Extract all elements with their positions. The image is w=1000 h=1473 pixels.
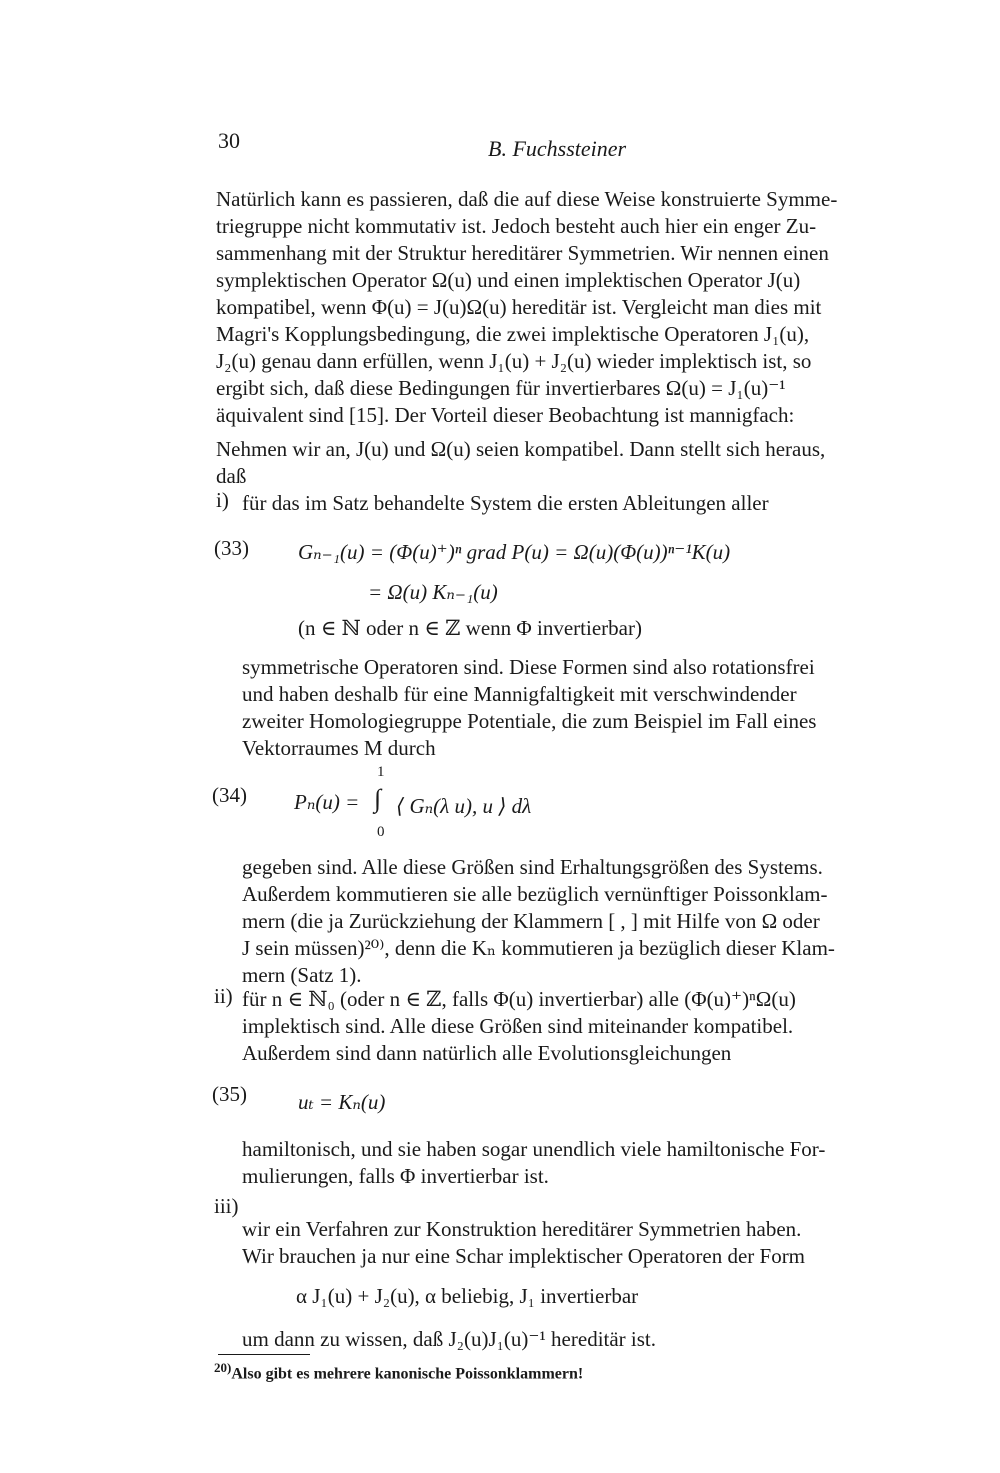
item-i-label: i) [216,488,229,512]
equation-33-line1: Gₙ₋₁(u) = (Φ(u)⁺)ⁿ grad P(u) = Ω(u)(Φ(u))ⁿ⁻¹K(u) [298,540,731,564]
equation-35-label: (35) [212,1082,247,1106]
integral-lower-limit: 0 [377,824,385,840]
text-line: mulierungen, falls Φ invertierbar ist. [242,1164,549,1188]
text-line: implektisch sind. Alle diese Größen sind miteinander kompatibel. [242,1014,794,1038]
text-line: triegruppe nicht kommutativ ist. Jedoch besteht auch hier ein enger Zu- [216,214,817,238]
text-line: Außerdem sind dann natürlich alle Evolutionsgleichungen [242,1041,732,1065]
text-line: J₂(u) genau dann erfüllen, wenn J₁(u) + J₂(u) wieder implektisch ist, so [216,349,812,373]
text-line: um dann zu wissen, daß J₂(u)J₁(u)⁻¹ hereditär ist. [242,1327,657,1351]
text-line: symplektischen Operator Ω(u) und einen implektischen Operator J(u) [216,268,801,292]
equation-34-lhs: Pₙ(u) = [294,790,360,814]
after-equation-33-paragraph [242,654,912,762]
footnote [214,1360,583,1383]
text-line: mern (die ja Zurückziehung der Klammern [ , ] mit Hilfe von Ω oder [242,909,820,933]
after-equation-35-paragraph [242,1136,912,1190]
text-line: ergibt sich, daß diese Bedingungen für invertierbares Ω(u) = J₁(u)⁻¹ [216,376,786,400]
item-ii-label: ii) [214,984,233,1008]
assumption-paragraph [216,436,912,490]
text-line: wir ein Verfahren zur Konstruktion hereditärer Symmetrien haben. [242,1217,802,1241]
text-line: daß [216,464,247,488]
equation-34-integrand: ⟨ Gₙ(λ u), u ⟩ dλ [396,794,532,818]
text-line: J sein müssen)²⁰⁾, denn die Kₙ kommutieren ja bezüglich dieser Klam- [242,936,835,960]
item-iii-paragraph [242,1216,912,1270]
intro-paragraph [216,186,912,429]
item-iii-label: iii) [214,1194,239,1218]
text-line: hamiltonisch, und sie haben sogar unendlich viele hamiltonische For- [242,1137,826,1161]
text-line: symmetrische Operatoren sind. Diese Formen sind also rotationsfrei [242,655,815,679]
text-line: Vektorraumes M durch [242,736,436,760]
item-i-text [242,490,842,517]
running-head: B. Fuchssteiner [488,136,627,161]
text-line: Nehmen wir an, J(u) und Ω(u) seien kompatibel. Dann stellt sich heraus, [216,437,826,461]
footnote-rule [218,1354,310,1355]
text-line: Wir brauchen ja nur eine Schar implektischer Operatoren der Form [242,1244,806,1268]
text-line: zweiter Homologiegruppe Potentiale, die zum Beispiel im Fall eines [242,709,817,733]
equation-34-label: (34) [212,783,247,807]
page-number: 30 [218,128,240,153]
text-line: und haben deshalb für eine Mannigfaltigkeit mit verschwindender [242,682,797,706]
item-iii-formula: α J₁(u) + J₂(u), α beliebig, J₁ invertierbar [296,1284,639,1308]
text-line: für n ∈ ℕ₀ (oder n ∈ ℤ, falls Φ(u) invertierbar) alle (Φ(u)⁺)ⁿΩ(u) [242,987,796,1011]
equation-33-condition: (n ∈ ℕ oder n ∈ ℤ wenn Φ invertierbar) [298,616,642,640]
footnote-text: Also gibt es mehrere kanonische Poissonklammern! [231,1365,584,1383]
text-line: mern (Satz 1). [242,963,362,987]
equation-33-line2: = Ω(u) Kₙ₋₁(u) [368,580,498,604]
integral-sign: ∫ [374,784,382,813]
text-line: für das im Satz behandelte System die ersten Ableitungen aller [242,491,769,515]
item-iii-closing [242,1326,842,1353]
item-ii-paragraph [242,986,912,1067]
equation-35-expr: uₜ = Kₙ(u) [298,1090,386,1114]
text-line: sammenhang mit der Struktur hereditärer Symmetrien. Wir nennen einen [216,241,829,265]
text-line: kompatibel, wenn Φ(u) = J(u)Ω(u) hereditär ist. Vergleicht man dies mit [216,295,822,319]
integral-upper-limit: 1 [377,764,385,780]
text-line: äquivalent sind [15]. Der Vorteil dieser Beobachtung ist mannigfach: [216,403,795,427]
text-line: gegeben sind. Alle diese Größen sind Erhaltungsgrößen des Systems. [242,855,823,879]
text-line: Magri's Kopplungsbedingung, die zwei implektische Operatoren J₁(u), [216,322,810,346]
text-line: Außerdem kommutieren sie alle bezüglich vernünftiger Poissonklam- [242,882,828,906]
footnote-marker: 20) [214,1360,232,1375]
after-equation-34-paragraph [242,854,912,989]
equation-33-label: (33) [214,536,249,560]
text-line: Natürlich kann es passieren, daß die auf diese Weise konstruierte Symme- [216,187,838,211]
